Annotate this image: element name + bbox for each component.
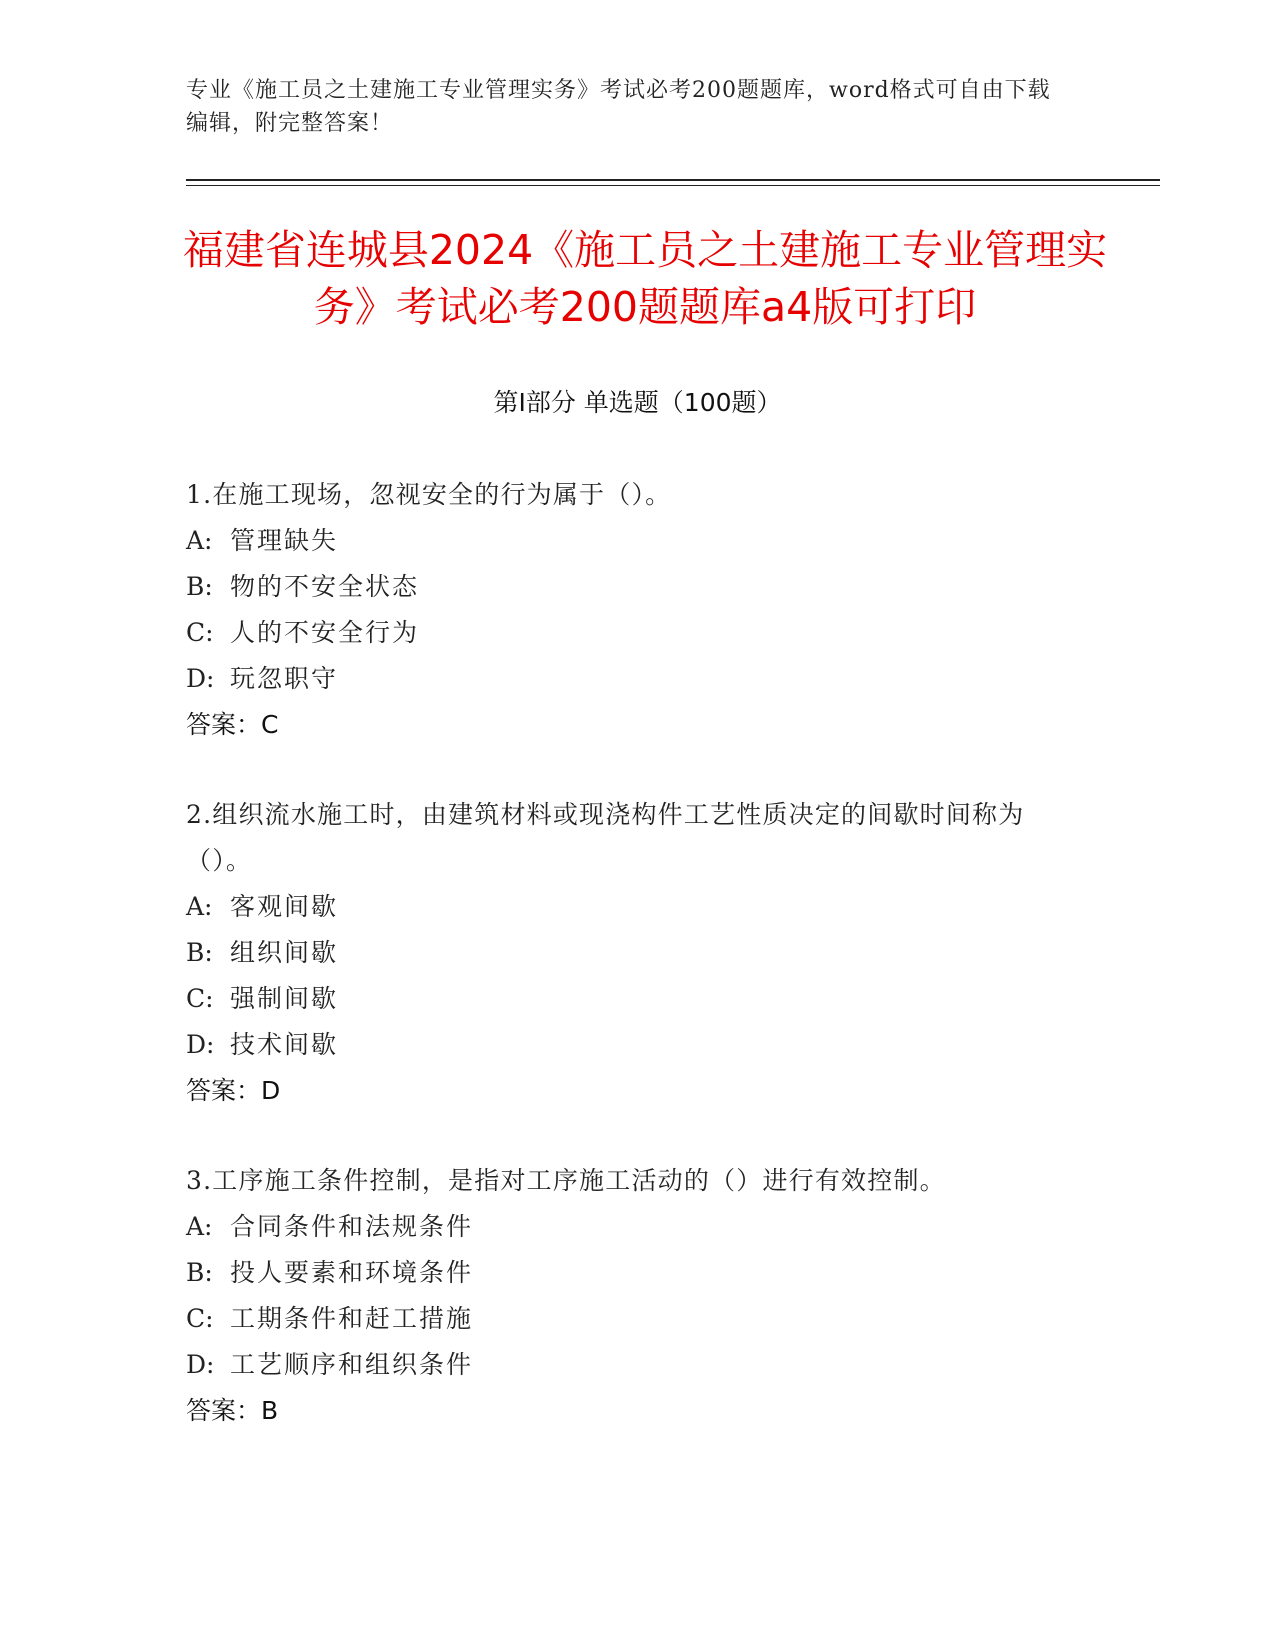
answer: 答案：C: [186, 710, 279, 739]
option-label: C:: [186, 618, 214, 647]
section-title: 第Ⅰ部分 单选题（100题）: [493, 388, 782, 417]
option-label: A:: [186, 1212, 213, 1241]
question-stem: 3.工序施工条件控制，是指对工序施工活动的（）进行有效控制。: [186, 1166, 946, 1195]
option-label: C:: [186, 984, 214, 1013]
option-text: 物的不安全状态: [230, 572, 420, 601]
option-label: C:: [186, 1304, 214, 1333]
option-text: 工期条件和赶工措施: [230, 1304, 474, 1333]
header-divider-thin: [186, 185, 1160, 186]
document-title: 福建省连城县2024《施工员之土建施工专业管理实务》考试必考200题题库a4版可打印: [182, 226, 1108, 331]
option-b: [186, 930, 1066, 976]
option-b: [186, 564, 1066, 610]
option-label: D:: [186, 664, 215, 693]
option-text: 管理缺失: [230, 526, 339, 555]
option-label: B:: [186, 938, 213, 967]
option-a: [186, 518, 1066, 564]
question-stem: 1.在施工现场，忽视安全的行为属于（）。: [186, 480, 672, 509]
option-text: 工艺顺序和组织条件: [230, 1350, 474, 1379]
option-text: 组织间歇: [230, 938, 339, 967]
option-text: 技术间歇: [230, 1030, 339, 1059]
option-c: [186, 1296, 1066, 1342]
question-3: [186, 1158, 1066, 1434]
question-stem: 2.组织流水施工时，由建筑材料或现浇构件工艺性质决定的间歇时间称为（）。: [186, 800, 1025, 875]
question-1: [186, 472, 1066, 748]
question-2: [186, 792, 1066, 1114]
option-label: D:: [186, 1350, 215, 1379]
option-a: [186, 884, 1066, 930]
option-label: B:: [186, 572, 213, 601]
answer: 答案：D: [186, 1076, 281, 1105]
option-a: [186, 1204, 1066, 1250]
option-b: [186, 1250, 1066, 1296]
answer: 答案：B: [186, 1396, 279, 1425]
question-list: [186, 472, 1066, 1478]
option-text: 强制间歇: [230, 984, 339, 1013]
option-c: [186, 976, 1066, 1022]
option-d: [186, 1022, 1066, 1068]
option-c: [186, 610, 1066, 656]
header-divider-thick: [186, 179, 1160, 181]
option-d: [186, 1342, 1066, 1388]
option-text: 投人要素和环境条件: [230, 1258, 474, 1287]
option-label: D:: [186, 1030, 215, 1059]
option-label: A:: [186, 526, 213, 555]
option-label: B:: [186, 1258, 213, 1287]
option-text: 合同条件和法规条件: [230, 1212, 474, 1241]
option-text: 客观间歇: [230, 892, 339, 921]
option-text: 玩忽职守: [230, 664, 339, 693]
option-d: [186, 656, 1066, 702]
header-note: 专业《施工员之土建施工专业管理实务》考试必考200题题库，word格式可自由下载编辑，附完整答案！: [186, 78, 1051, 136]
option-label: A:: [186, 892, 213, 921]
option-text: 人的不安全行为: [230, 618, 420, 647]
